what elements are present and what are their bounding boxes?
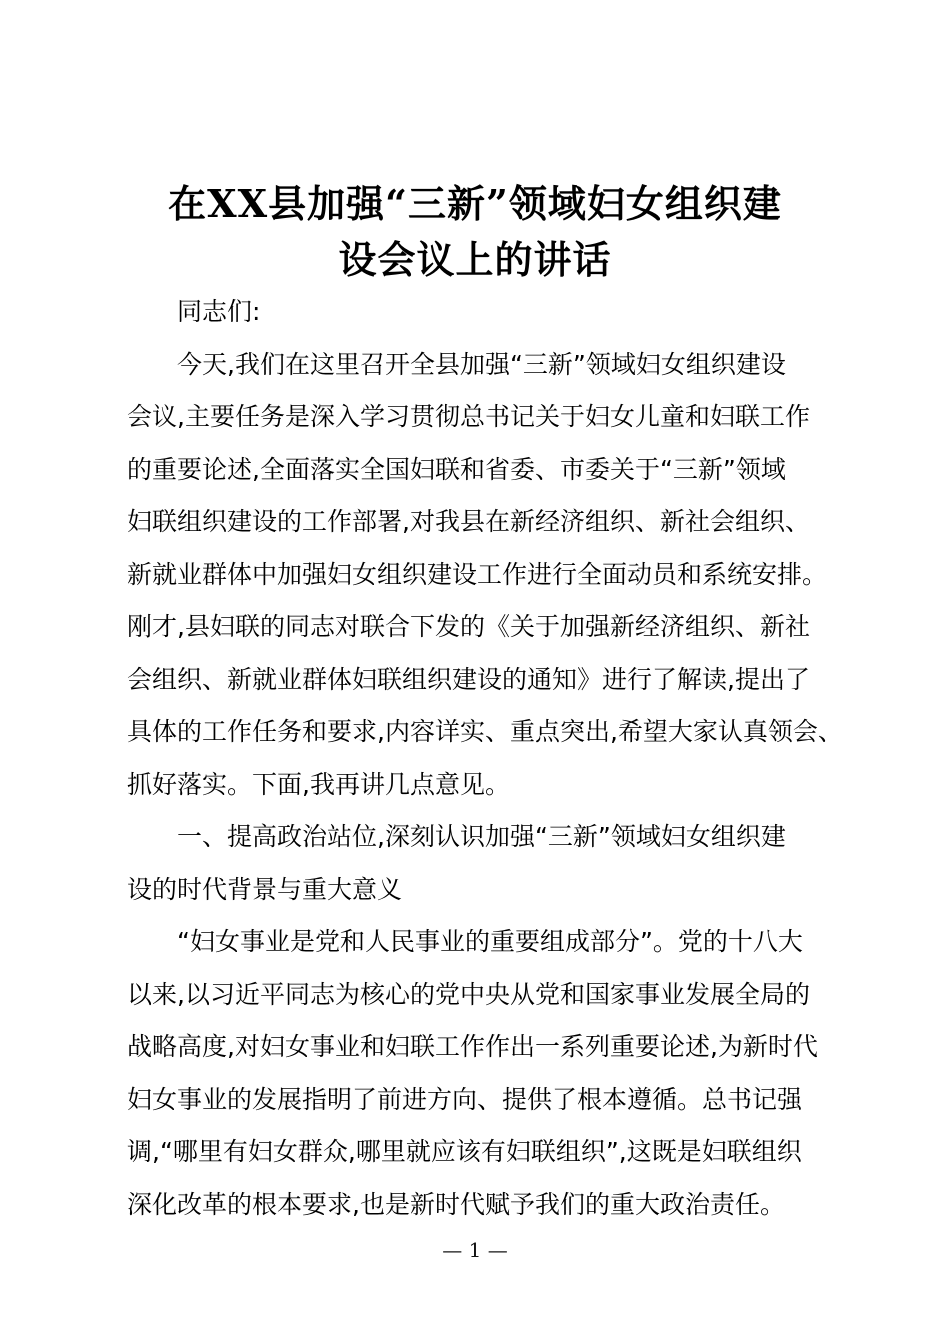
title-line-2: 设会议上的讲话 xyxy=(338,237,612,282)
document-title xyxy=(110,176,840,288)
paragraph-1-line: 的重要论述,全面落实全国妇联和省委、市委关于“三新”领域 xyxy=(127,454,786,484)
title-line-1: 在XX县加强“三新”领域妇女组织建 xyxy=(168,181,782,226)
paragraph-2-line: 妇女事业的发展指明了前进方向、提供了根本遵循。总书记强 xyxy=(127,1084,803,1114)
paragraph-1-line: 刚才,县妇联的同志对联合下发的《关于加强新经济组织、新社 xyxy=(127,612,810,641)
paragraph-1-line: 会议,主要任务是深入学习贯彻总书记关于妇女儿童和妇联工作 xyxy=(127,402,810,431)
document-body xyxy=(127,286,845,1231)
page-number: — 1 — xyxy=(442,1238,508,1262)
paragraph-2-line: 战略高度,对妇女事业和妇联工作作出一系列重要论述,为新时代 xyxy=(127,1032,818,1061)
paragraph-1-line: 妇联组织建设的工作部署,对我县在新经济组织、新社会组织、 xyxy=(127,507,810,536)
paragraph-2-line: “妇女事业是党和人民事业的重要组成部分”。党的十八大 xyxy=(177,927,803,956)
paragraph-1-line: 会组织、新就业群体妇联组织建设的通知》进行了解读,提出了 xyxy=(127,664,810,694)
paragraph-1-line: 具体的工作任务和要求,内容详实、重点突出,希望大家认真领会、 xyxy=(127,717,843,746)
salutation: 同志们: xyxy=(177,297,261,326)
paragraph-2-line: 深化改革的根本要求,也是新时代赋予我们的重大政治责任。 xyxy=(127,1189,785,1219)
paragraph-2-line: 调,“哪里有妇女群众,哪里就应该有妇联组织”,这既是妇联组织 xyxy=(127,1137,802,1166)
section-heading-line: 设的时代背景与重大意义 xyxy=(127,874,403,904)
paragraph-2-line: 以来,以习近平同志为核心的党中央从党和国家事业发展全局的 xyxy=(127,979,810,1009)
paragraph-1-line: 今天,我们在这里召开全县加强“三新”领域妇女组织建设 xyxy=(177,349,786,379)
paragraph-1-line: 抓好落实。下面,我再讲几点意见。 xyxy=(127,769,510,799)
paragraph-1-line: 新就业群体中加强妇女组织建设工作进行全面动员和系统安排。 xyxy=(127,559,828,589)
section-heading-line: 一、提高政治站位,深刻认识加强“三新”领域妇女组织建 xyxy=(177,822,786,851)
